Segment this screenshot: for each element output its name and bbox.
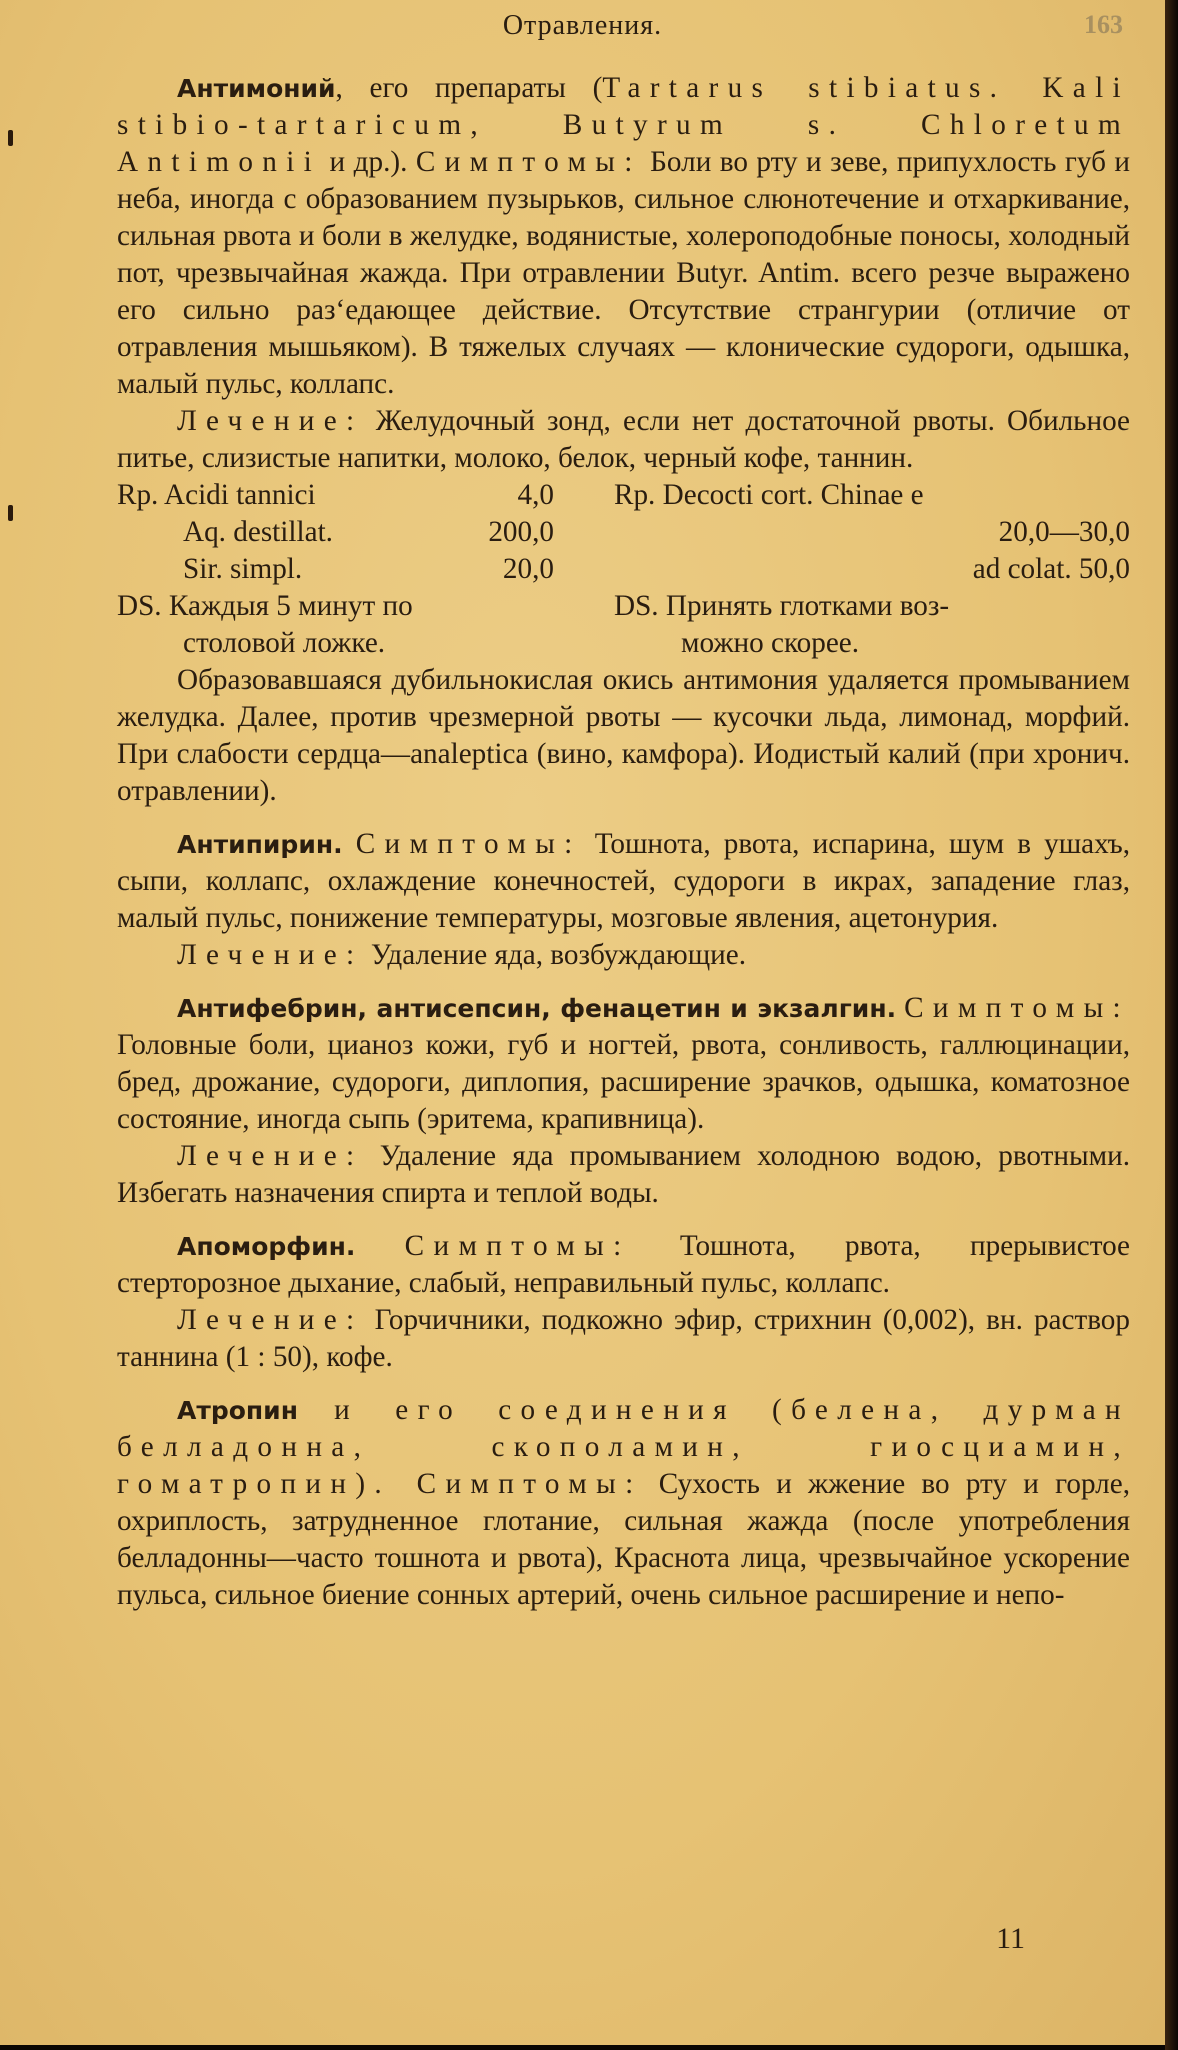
symptoms-label: Симптомы: xyxy=(404,1230,631,1262)
entry-antifebrin xyxy=(117,990,1130,1138)
treatment-label: Лечение: xyxy=(177,1140,364,1172)
entry-antimony: Антимоний, его препараты (Tartarus stibiatus. Kali stibio-tartaricum, Butyrum s. Chloretum Antimonii и др.). Симптомы: Боли во рту и зеве, припухлость губ и неба, иногда с образованием пузырьков, сильное слюнотечение и отхаркивание, сильная рвота и боли в желудке, водянистые, холероподобные поносы, холодный пот, чрезвычайная жажда. При отравлении Butyr. Antim. всего резче выражено его сильно раз‘едающее действие. Отсутствие странгурии (отличие от отравления мышьяком). В тяжелых случаях — клонические судороги, одышка, малый пульс, коллапс. xyxy=(117,72,1130,400)
antimony-aftercare: Образовавшаяся дубильнокислая окись антимония удаляется промыванием желудка. Далее, против чрезмерной рвоты — кусочки льда, лимонад, морфий. При слабости сердца—analeptica (вино, камфора). Иодистый калий (при хронич. отравлении). xyxy=(117,664,1130,807)
page-number: 163 xyxy=(1084,10,1123,39)
symptoms-label: Симптомы: xyxy=(904,992,1130,1024)
page-header xyxy=(0,10,1165,50)
entry-title: Антимоний xyxy=(177,74,336,103)
entry-apomorphin xyxy=(117,1228,1130,1302)
entry-title: Атропин xyxy=(177,1396,298,1425)
entry-antipyrin xyxy=(117,826,1130,937)
treatment-paragraph xyxy=(117,403,1130,477)
symptoms-text: Боли во рту и зеве, припухлость губ и неба, иногда с образованием пузырьков, сильное слюнотечение и отхаркивание, сильная рвота и боли в желудке, водянистые, холероподобные поносы, холодный пот, чрезвычайная жажда. При отравлении Butyr. Antim. всего резче выражено его сильно раз‘едающее действие. Отсутствие странгурии (отличие от отравления мышьяком). В тяжелых случаях — клонические судороги, одышка, малый пульс, коллапс. xyxy=(117,146,1130,400)
entry-atropin xyxy=(117,1392,1130,1614)
treatment-label: Лечение: xyxy=(177,405,364,437)
treatment-paragraph xyxy=(117,937,1130,974)
treatment-paragraph xyxy=(117,1138,1130,1212)
treatment-text: Удаление яда промыванием холодною водою, рвотными. Избегать назначения спирта и теплой воды. xyxy=(117,1140,1130,1209)
prescription-left: Rp. Acidi tannici 4,0 Aq. destillat. 200,0 Sir. simpl. 20,0 DS. Каждыя 5 минут по столовой ложке. xyxy=(117,479,554,659)
signature-mark: 11 xyxy=(996,1922,1025,1955)
treatment-label: Лечение: xyxy=(177,1304,364,1336)
symptoms-text: Сухость и жжение во рту и горле, охриплость, затрудненное глотание, сильная жажда (после употребления белладонны—часто тошнота и рвота), Краснота лица, чрезвычайное ускорение пульса, сильное биение сонных артерий, очень сильное расширение и непо- xyxy=(117,1468,1130,1611)
binding-mark xyxy=(8,130,13,146)
symptoms-label: Симптомы: xyxy=(355,828,582,860)
latin-names: Tartarus stibiatus. Kali stibio-tartaricum, Butyrum s. Chloretum Antimonii xyxy=(117,72,1130,178)
prescription-right: Rp. Decocti cort. Chinae e 20,0—30,0 ad colat. 50,0 DS. Принять глотками воз- можно скорее. xyxy=(614,479,1130,659)
entry-title: Антифебрин, антисепсин, фенацетин и экзалгин. xyxy=(177,994,897,1023)
treatment-paragraph xyxy=(117,1302,1130,1376)
symptoms-label: Симптомы: xyxy=(415,146,642,178)
treatment-label: Лечение: xyxy=(177,939,364,971)
binding-mark xyxy=(8,505,13,521)
running-head: Отравления. xyxy=(502,10,663,41)
treatment-text: Горчичники, подкожно эфир, стрихнин (0,002), вн. раствор таннина (1 : 50), кофе. xyxy=(117,1304,1130,1373)
symptoms-text: Тошнота, рвота, прерывистое стерторозное дыхание, слабый, неправильный пульс, коллапс. xyxy=(117,1230,1130,1299)
treatment-text: Удаление яда, возбуждающие. xyxy=(363,939,747,971)
symptoms-text: Тошнота, рвота, испарина, шум в ушахъ, сыпи, коллапс, охлаждение конечностей, судороги в икрах, западение глаз, малый пульс, понижение температуры, мозговые явления, ацетонурия. xyxy=(117,828,1130,934)
entry-title: Антипирин. xyxy=(177,830,343,859)
page-body xyxy=(117,70,1130,1614)
treatment-text: Желудочный зонд, если нет достаточной рвоты. Обильное питье, слизистые напитки, молоко, белок, черный кофе, таннин. xyxy=(117,405,1130,474)
symptoms-text: Головные боли, цианоз кожи, губ и ногтей, рвота, сонливость, галлюцинации, бред, дрожание, судороги, диплопия, расширение зрачков, одышка, коматозное состояние, иногда сыпь (эритема, крапивница). xyxy=(117,1029,1130,1135)
entry-title: Апоморфин. xyxy=(177,1232,356,1261)
compounds-list: и его соединения (белена, дурман белладонна, скополамин, гиосциамин, гоматропин). xyxy=(117,1394,1130,1500)
prescriptions xyxy=(117,477,1130,662)
symptoms-label: Симптомы: xyxy=(416,1468,643,1500)
page-edge-shadow xyxy=(1165,0,1178,2050)
